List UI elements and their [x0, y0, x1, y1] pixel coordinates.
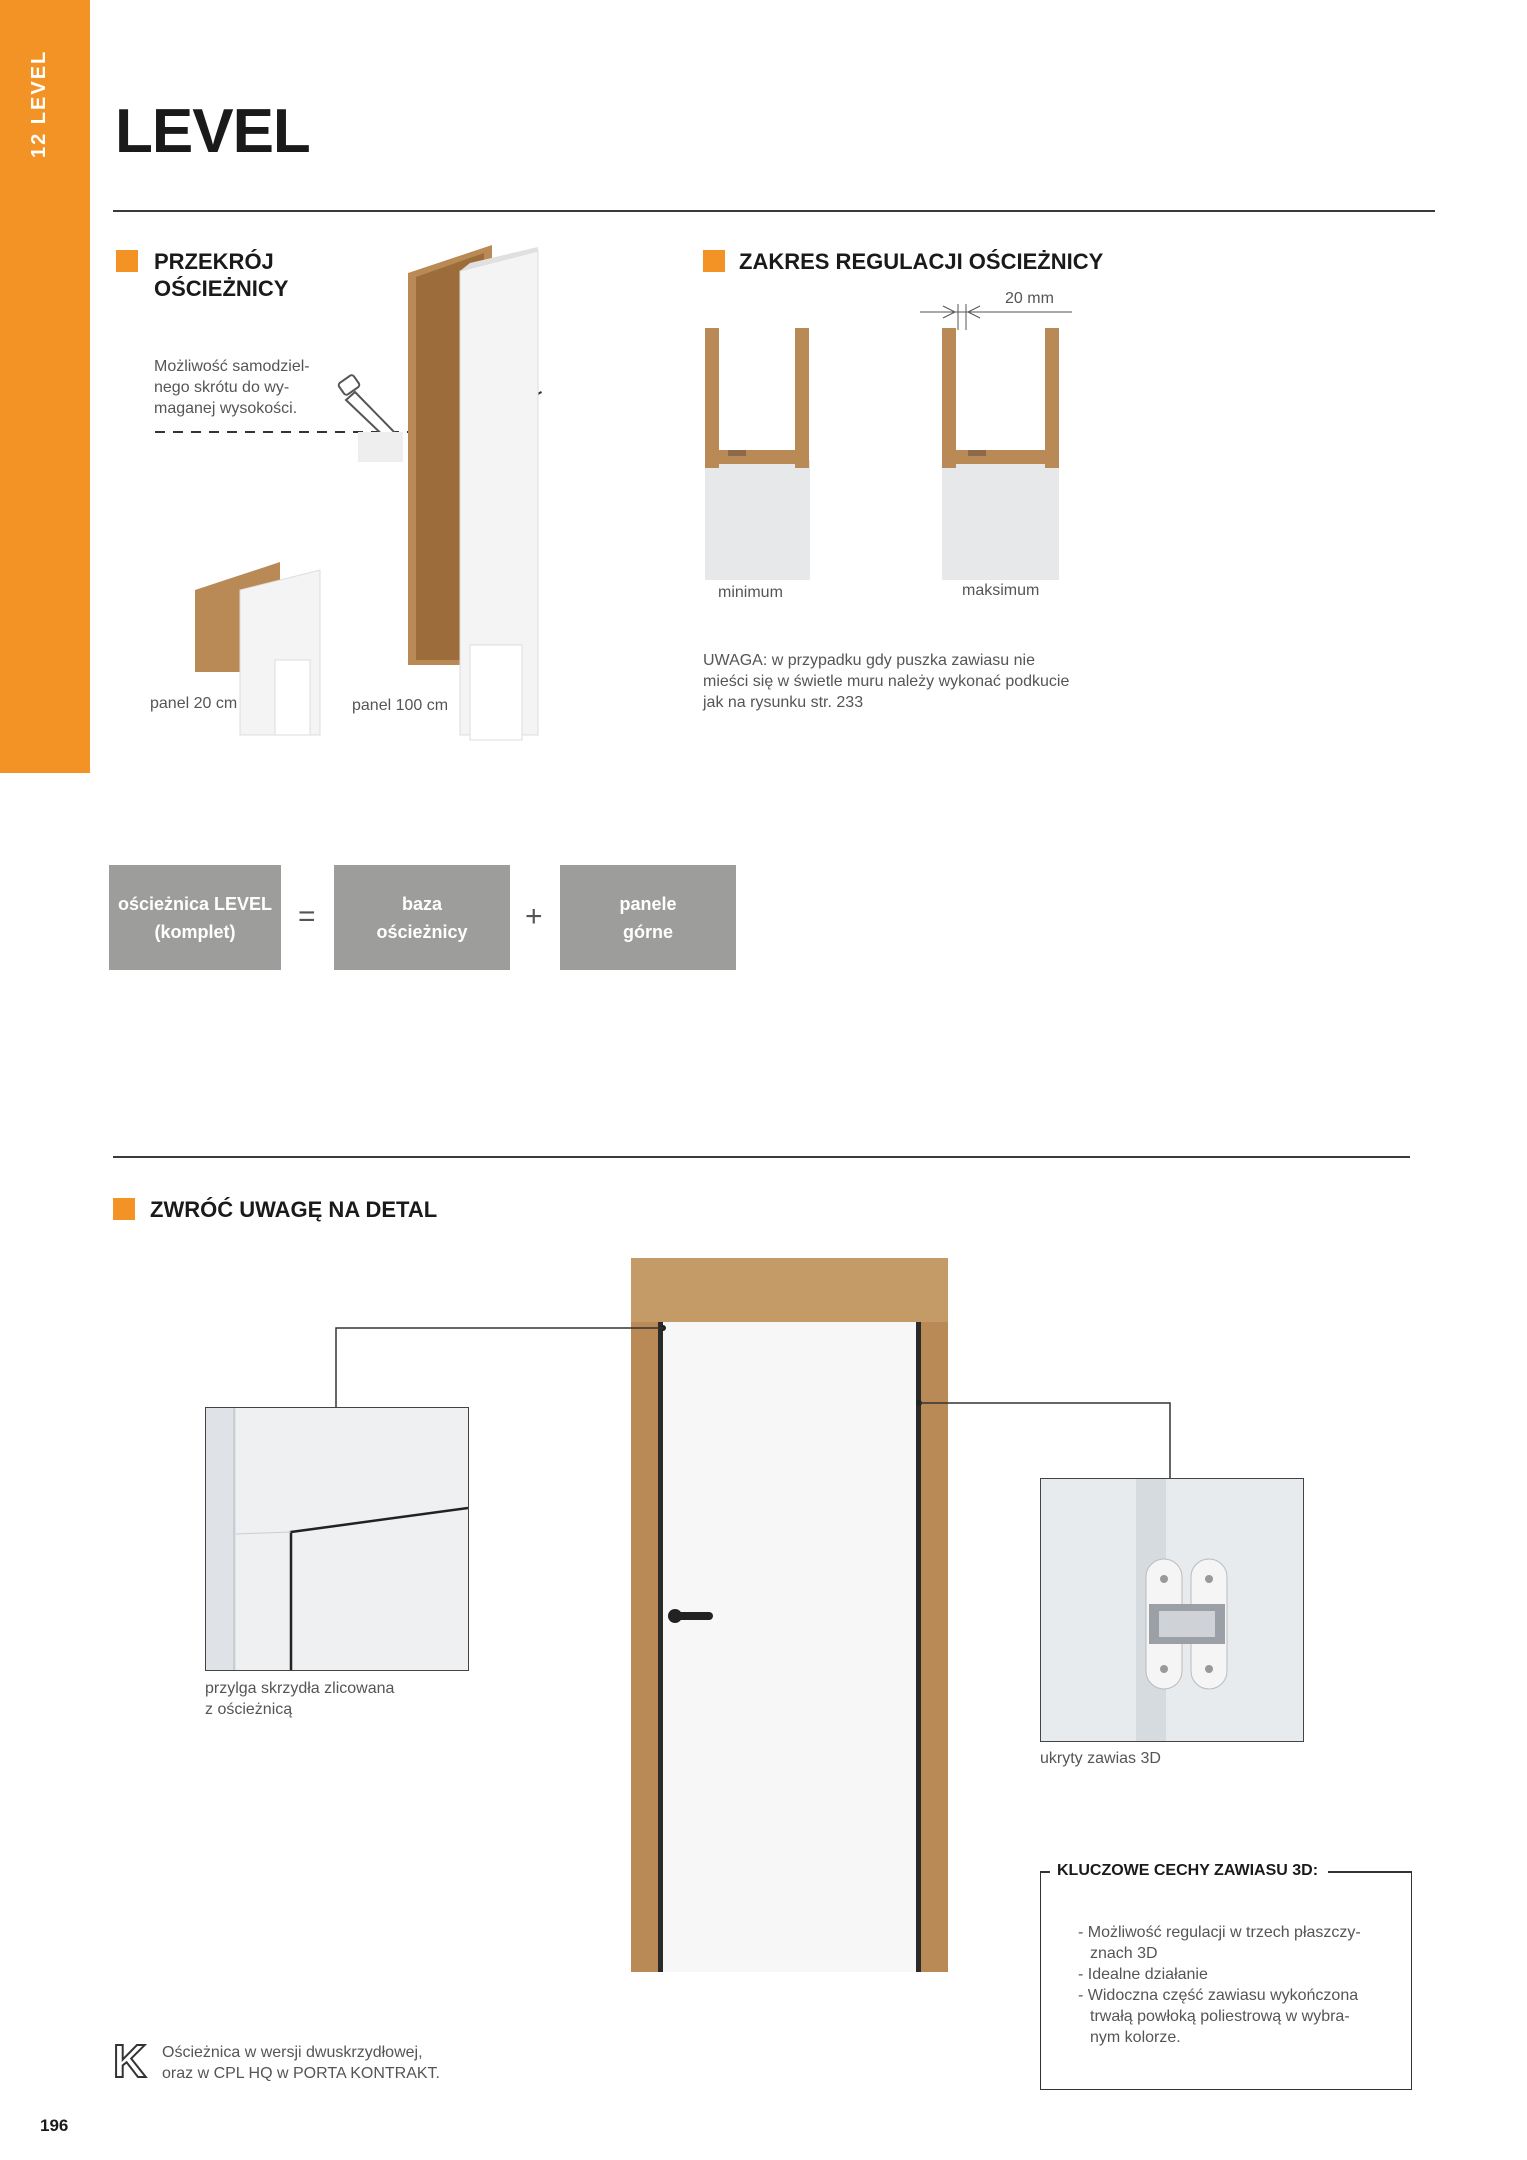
hidden-hinge-photo: [1040, 1478, 1304, 1742]
kontrakt-logo: K: [113, 2035, 147, 2087]
dimension-label: 20 mm: [1005, 290, 1054, 307]
section-marker: [113, 1198, 135, 1220]
footnote-text: Ościeżnica w wersji dwuskrzydłowej, oraz w CPL HQ w PORTA KONTRAKT.: [162, 2044, 440, 2082]
shortening-note: Możliwość samodziel- nego skrótu do wy- maganej wysokości.: [154, 358, 310, 417]
page-number: 196: [40, 2116, 69, 2135]
minimum-diagram: [705, 328, 810, 580]
hidden-hinge-caption: ukryty zawias 3D: [1040, 1750, 1161, 1767]
list-item: - Możliwość regulacji w trzech płaszczy- znach 3D: [1078, 1924, 1361, 1962]
section-heading-adjustment: ZAKRES REGULACJI OŚCIEŻNICY: [739, 249, 1104, 274]
adjustment-diagrams: [700, 290, 1080, 585]
section-heading-detail: ZWRÓĆ UWAGĘ NA DETAL: [150, 1197, 438, 1222]
maximum-label: maksimum: [962, 582, 1040, 599]
section-marker: [703, 250, 725, 272]
hinge-features-list: [1076, 1922, 1376, 2048]
list-item: - Widoczna część zawiasu wykończona trwałą powłoką poliestrową w wybra- nym kolorze.: [1078, 1987, 1359, 2046]
plus-sign: +: [525, 900, 543, 933]
middle-divider: [113, 1156, 1410, 1158]
warning-note: UWAGA: w przypadku gdy puszka zawiasu nie mieści się w świetle muru należy wykonać podkucie jak na rysunku str. 233: [703, 652, 1070, 711]
section-marker: [116, 250, 138, 272]
formula-box-upper-panels: panele górne: [560, 865, 736, 970]
panel-100-label: panel 100 cm: [352, 697, 449, 714]
formula-box-frame-base: baza ościeżnicy: [334, 865, 510, 970]
hinge-icon: [1041, 1479, 1303, 1741]
formula-box-complete-frame: ościeżnica LEVEL (komplet): [109, 865, 281, 970]
hinge-features-title: KLUCZOWE CECHY ZAWIASU 3D:: [1057, 1862, 1319, 1879]
sidebar-label: 12 LEVEL: [28, 49, 50, 158]
saw-icon: [338, 374, 398, 442]
page-title: LEVEL: [115, 97, 310, 166]
flush-rebate-caption: przylga skrzydła zlicowana z ościeżnicą: [205, 1680, 395, 1718]
section-heading-cross-section: PRZEKRÓJ OŚCIEŻNICY: [154, 249, 289, 301]
minimum-label: minimum: [718, 584, 783, 601]
flush-rebate-photo: [205, 1407, 469, 1671]
panel-100-illustration: [400, 245, 550, 745]
panel-20-label: panel 20 cm: [150, 695, 238, 712]
top-divider: [113, 210, 1435, 212]
equals-sign: =: [298, 900, 316, 933]
maximum-diagram: [942, 328, 1059, 580]
list-item: - Idealne działanie: [1078, 1966, 1208, 1983]
